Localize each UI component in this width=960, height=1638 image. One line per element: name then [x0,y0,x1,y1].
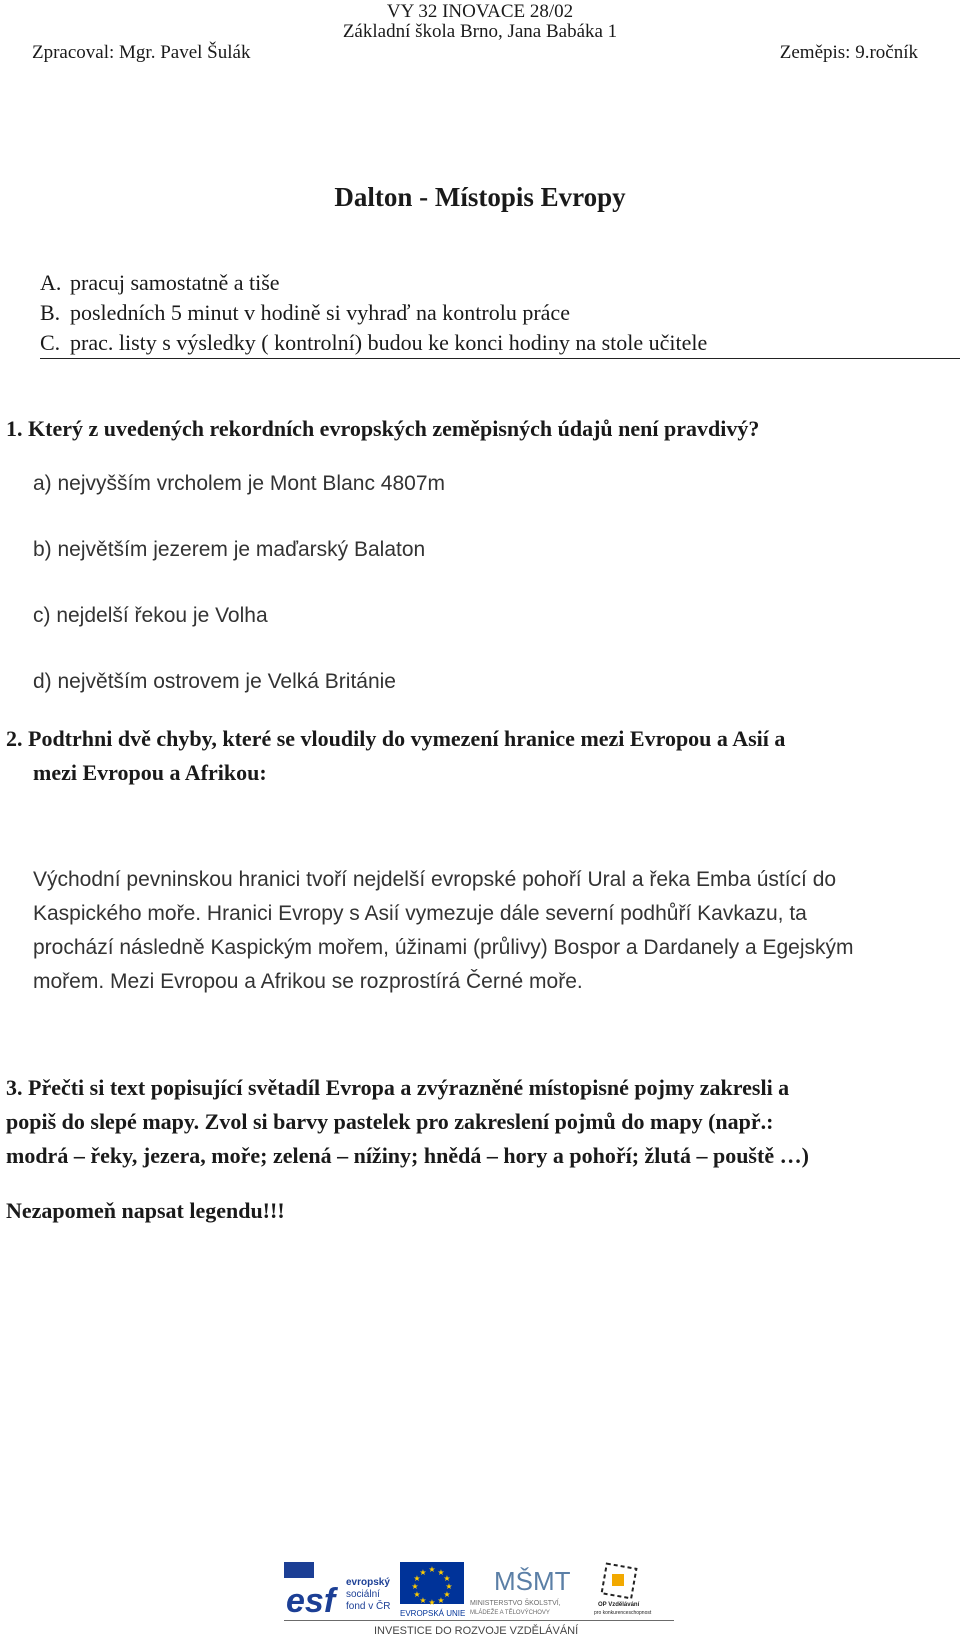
q3-line: modrá – řeky, jezera, moře; zelená – nížiny; hnědá – hory a pohoří; žlutá – pouště …) [6,1143,809,1168]
question-2-line-1: 2. Podtrhni dvě chyby, které se vloudily do vymezení hranice mezi Evropou a Asií a [6,726,786,751]
eu-label: EVROPSKÁ UNIE [400,1609,466,1618]
svg-text:★: ★ [411,1582,419,1591]
rule-text: pracuj samostatně a tiše [70,270,280,295]
msmt-label-1: MINISTERSTVO ŠKOLSTVÍ, [470,1600,561,1607]
divider-line [40,358,960,359]
svg-text:★: ★ [445,1582,453,1591]
svg-text:★: ★ [413,1590,421,1599]
esf-logo [284,1562,390,1620]
svg-text:★: ★ [428,1565,436,1574]
esf-label-3: fond v ČR [346,1601,391,1612]
q1-option-d: d) největším ostrovem je Velká Británie [33,670,396,693]
svg-text:★: ★ [443,1574,451,1583]
rule-letter: C. [40,330,61,355]
op-logo [594,1564,652,1616]
svg-text:★: ★ [419,1568,427,1577]
rule-text: posledních 5 minut v hodině si vyhraď na kontrolu práce [70,300,570,325]
rule-letter: B. [40,300,61,325]
msmt-mark: MŠMT [494,1566,571,1596]
rule-text: prac. listy s výsledky ( kontrolní) budou ke konci hodiny na stole učitele [70,330,708,355]
esf-mark: esf [286,1582,336,1620]
eu-logo [400,1562,465,1618]
funding-logos [284,1560,674,1636]
q3-line: popiš do slepé mapy. Zvol si barvy pastelek pro zakreslení pojmů do mapy (např.: [6,1109,774,1134]
msmt-label-2: MLÁDEŽE A TĚLOVÝCHOVY [470,1610,550,1616]
rule-letter: A. [40,270,62,295]
question-2-line-2: mezi Evropou a Afrikou: [33,760,267,785]
esf-flag-block [284,1562,314,1578]
q3-line: 3. Přečti si text popisující světadíl Evropa a zvýrazněné místopisné pojmy zakresli a [6,1075,790,1100]
op-mark-fill [612,1574,624,1586]
question-1: 1. Který z uvedených rekordních evropských zeměpisných údajů není pravdivý? [6,416,760,441]
q2-text-line: Východní pevninskou hranici tvoří nejdelší evropské pohoří Ural a řeka Emba ústící do [33,868,837,891]
svg-text:★: ★ [437,1568,445,1577]
svg-text:★: ★ [413,1574,421,1583]
footer-tagline: INVESTICE DO ROZVOJE VZDĚLÁVÁNÍ [374,1625,579,1636]
subject: Zeměpis: 9.ročník [779,42,918,63]
q2-text-line: prochází následně Kaspickým mořem, úžinami (průlivy) Bospor a Dardanely a Egejským [33,936,854,959]
rule-item [40,328,707,358]
msmt-logo [470,1566,571,1616]
svg-text:★: ★ [428,1598,436,1607]
rules-list [40,268,707,358]
esf-label-1: evropský [346,1577,390,1588]
op-label-2: pro konkurenceschopnost [594,1610,652,1616]
footer-rule [284,1620,674,1621]
page-title: Dalton - Místopis Evropy [334,182,626,212]
rule-item [40,298,707,328]
q2-paragraph [33,863,854,999]
legend-note: Nezapomeň napsat legendu!!! [6,1198,285,1223]
svg-text:★: ★ [419,1596,427,1605]
document-code: VY 32 INOVACE 28/02 [386,1,574,22]
q2-text-line: mořem. Mezi Evropou a Afrikou se rozprostírá Černé moře. [33,970,583,993]
q1-option-a: a) nejvyšším vrcholem je Mont Blanc 4807m [33,472,445,495]
esf-label-2: sociální [346,1589,380,1600]
q1-option-b: b) největším jezerem je maďarský Balaton [33,538,426,561]
svg-text:★: ★ [443,1590,451,1599]
rule-item [40,268,707,298]
op-label-1: OP Vzdělávání [598,1602,640,1608]
q2-text-line: Kaspického moře. Hranici Evropy s Asií vymezuje dále severní podhůří Kavkazu, ta [33,902,807,925]
school-name: Základní škola Brno, Jana Babáka 1 [342,21,618,42]
question-3 [6,1071,809,1173]
author: Zpracoval: Mgr. Pavel Šulák [32,42,251,63]
svg-text:★: ★ [437,1596,445,1605]
q1-option-c: c) nejdelší řekou je Volha [33,604,268,627]
